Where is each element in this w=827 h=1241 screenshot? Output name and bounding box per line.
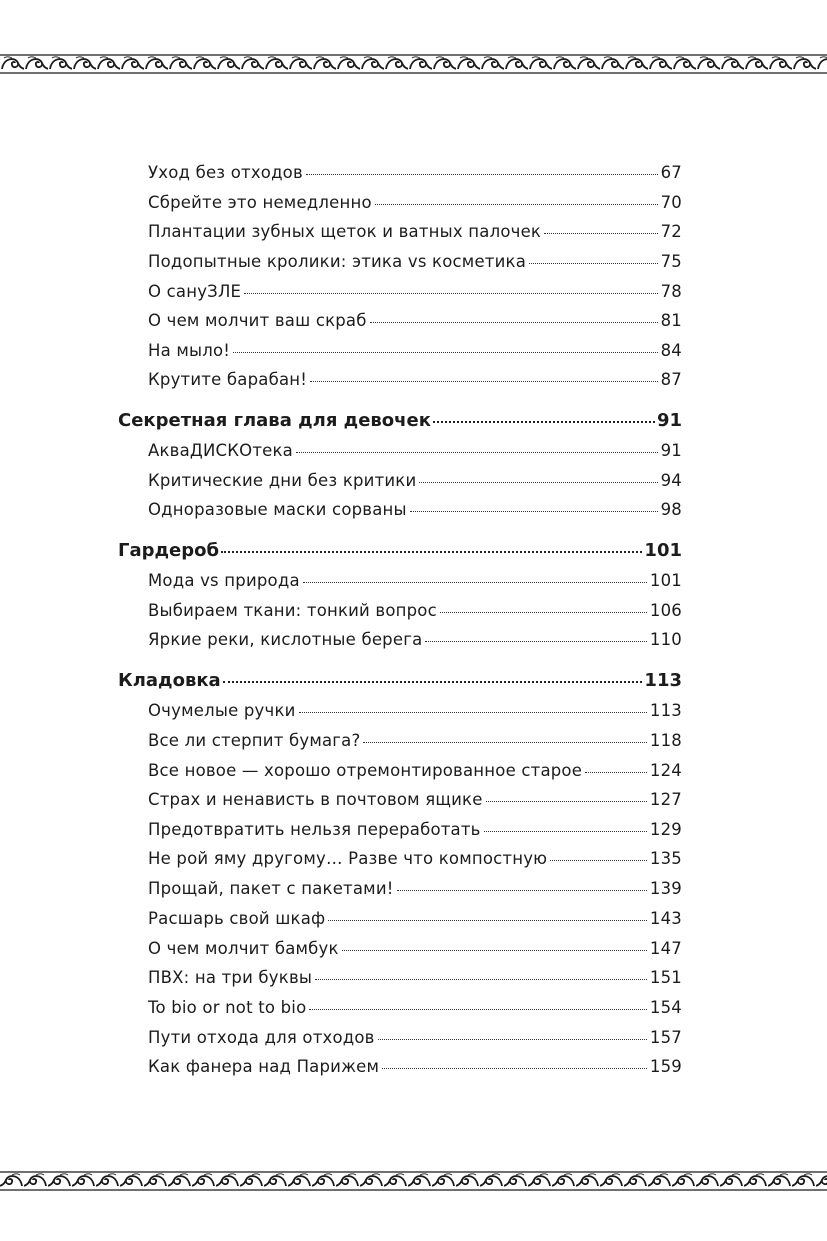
toc-entry-title: Как фанера над Парижем <box>148 1057 380 1076</box>
toc-entry-page: 154 <box>649 998 682 1017</box>
toc-entry-title: АкваДИСКОтека <box>148 441 293 460</box>
dot-leader <box>544 233 658 234</box>
toc-entry-page: 139 <box>649 879 682 898</box>
dot-leader <box>315 979 647 980</box>
toc-entry[interactable] <box>148 311 682 330</box>
toc-entry-page: 118 <box>649 731 682 750</box>
dot-leader <box>585 772 647 773</box>
toc-entry-title: Не рой яму другому… Разве что компостную <box>148 849 548 868</box>
toc-entry-title: Подопытные кролики: этика vs косметика <box>148 252 527 271</box>
dot-leader <box>397 890 647 891</box>
toc-entry-page: 94 <box>660 471 682 490</box>
toc-entry[interactable] <box>148 341 682 360</box>
toc-entry-page: 101 <box>649 571 682 590</box>
dot-leader <box>303 582 647 583</box>
toc-chapter[interactable] <box>118 670 682 691</box>
toc-entry-title: Все новое — хорошо отремонтированное старое <box>148 761 583 780</box>
toc-entry-page: 157 <box>649 1028 682 1047</box>
toc-entry[interactable] <box>148 790 682 809</box>
dot-leader <box>382 1068 647 1069</box>
toc-entry[interactable] <box>148 282 682 301</box>
dot-leader <box>440 612 647 613</box>
toc-entry[interactable] <box>148 370 682 389</box>
dot-leader <box>370 322 658 323</box>
toc-entry-title: To bio or not to bio <box>148 998 307 1017</box>
toc-entry[interactable] <box>148 998 682 1017</box>
dot-leader <box>306 174 658 175</box>
toc-chapter-title: Секретная глава для девочек <box>118 410 431 431</box>
dot-leader <box>299 712 647 713</box>
toc-chapter-title: Гардероб <box>118 540 220 561</box>
toc-entry[interactable] <box>148 571 682 590</box>
toc-entry-page: 124 <box>649 761 682 780</box>
dot-leader <box>410 511 658 512</box>
toc-entry-page: 70 <box>660 193 682 212</box>
dot-leader <box>484 831 647 832</box>
dot-leader <box>375 204 658 205</box>
toc-entry-title: Все ли стерпит бумага? <box>148 731 361 750</box>
toc-entry-page: 78 <box>660 282 682 301</box>
toc-chapter[interactable] <box>118 540 682 561</box>
toc-entry-page: 106 <box>649 601 682 620</box>
dot-leader <box>244 293 657 294</box>
toc-entry-title: Уход без отходов <box>148 163 303 182</box>
dot-leader <box>378 1039 647 1040</box>
toc-entry-title: Пути отхода для отходов <box>148 1028 375 1047</box>
toc-entry[interactable] <box>148 1057 682 1076</box>
toc-entry-title: На мыло! <box>148 341 231 360</box>
toc-entry-page: 143 <box>649 909 682 928</box>
dot-leader <box>310 381 658 382</box>
dot-leader <box>296 452 658 453</box>
dot-leader <box>486 801 647 802</box>
toc-entry[interactable] <box>148 441 682 460</box>
toc-chapter[interactable] <box>118 410 682 431</box>
toc-entry-title: Очумелые ручки <box>148 701 296 720</box>
toc-entry[interactable] <box>148 193 682 212</box>
toc-entry-page: 91 <box>660 441 682 460</box>
toc-chapter-page: 113 <box>644 670 682 691</box>
toc-entry-title: Выбираем ткани: тонкий вопрос <box>148 601 437 620</box>
toc-entry-page: 110 <box>649 630 682 649</box>
toc-entry-page: 72 <box>660 222 682 241</box>
toc-entry[interactable] <box>148 630 682 649</box>
toc-entry[interactable] <box>148 1028 682 1047</box>
dot-leader <box>363 742 646 743</box>
toc-entry[interactable] <box>148 909 682 928</box>
toc-entry[interactable] <box>148 701 682 720</box>
dot-leader <box>221 551 642 553</box>
toc-entry-title: Прощай, пакет с пакетами! <box>148 879 394 898</box>
dot-leader <box>529 263 658 264</box>
dot-leader <box>433 421 655 423</box>
toc-entry[interactable] <box>148 601 682 620</box>
toc-entry-page: 87 <box>660 370 682 389</box>
toc-entry-page: 75 <box>660 252 682 271</box>
dot-leader <box>328 920 647 921</box>
dot-leader <box>223 681 643 683</box>
dot-leader <box>419 482 657 483</box>
toc-entry-page: 147 <box>649 939 682 958</box>
toc-entry-page: 159 <box>649 1057 682 1076</box>
toc-entry-page: 67 <box>660 163 682 182</box>
toc-entry[interactable] <box>148 500 682 519</box>
toc-entry-title: О чем молчит бамбук <box>148 939 339 958</box>
toc-entry-page: 127 <box>649 790 682 809</box>
toc-entry-title: О чем молчит ваш скраб <box>148 311 367 330</box>
toc-chapter-title: Кладовка <box>118 670 221 691</box>
toc-entry[interactable] <box>148 163 682 182</box>
toc-entry-title: Яркие реки, кислотные берега <box>148 630 423 649</box>
toc-entry-page: 129 <box>649 820 682 839</box>
dot-leader <box>342 950 647 951</box>
toc-entry-title: Критические дни без критики <box>148 471 417 490</box>
toc-entry[interactable] <box>148 939 682 958</box>
toc-entry-title: ПВХ: на три буквы <box>148 968 313 987</box>
toc-entry[interactable] <box>148 471 682 490</box>
toc-entry[interactable] <box>148 731 682 750</box>
toc-entry[interactable] <box>148 252 682 271</box>
dot-leader <box>233 352 657 353</box>
toc-entry-page: 98 <box>660 500 682 519</box>
toc-entry-title: Предотвратить нельзя переработать <box>148 820 481 839</box>
toc-entry[interactable] <box>148 849 682 868</box>
toc-entry-page: 151 <box>649 968 682 987</box>
toc-entry[interactable] <box>148 222 682 241</box>
toc-entry[interactable] <box>148 968 682 987</box>
dot-leader <box>309 1009 647 1010</box>
toc-entry-page: 84 <box>660 341 682 360</box>
dot-leader <box>425 641 647 642</box>
toc-entry[interactable] <box>148 761 682 780</box>
toc-entry-page: 135 <box>649 849 682 868</box>
toc-entry-page: 113 <box>649 701 682 720</box>
toc-entry-title: Одноразовые маски сорваны <box>148 500 407 519</box>
toc-entry[interactable] <box>148 820 682 839</box>
toc-entry-title: Плантации зубных щеток и ватных палочек <box>148 222 542 241</box>
toc-entry-title: Расшарь свой шкаф <box>148 909 326 928</box>
toc-entry-title: Мода vs природа <box>148 571 300 590</box>
toc-entry-title: Сбрейте это немедленно <box>148 193 372 212</box>
toc-entry-title: Крутите барабан! <box>148 370 308 389</box>
toc-entry[interactable] <box>148 879 682 898</box>
toc-entry-title: О сануЗЛЕ <box>148 282 242 301</box>
toc-entry-page: 81 <box>660 311 682 330</box>
dot-leader <box>550 860 647 861</box>
toc-chapter-page: 91 <box>656 410 682 431</box>
toc-entry-title: Страх и ненависть в почтовом ящике <box>148 790 483 809</box>
toc-chapter-page: 101 <box>644 540 682 561</box>
